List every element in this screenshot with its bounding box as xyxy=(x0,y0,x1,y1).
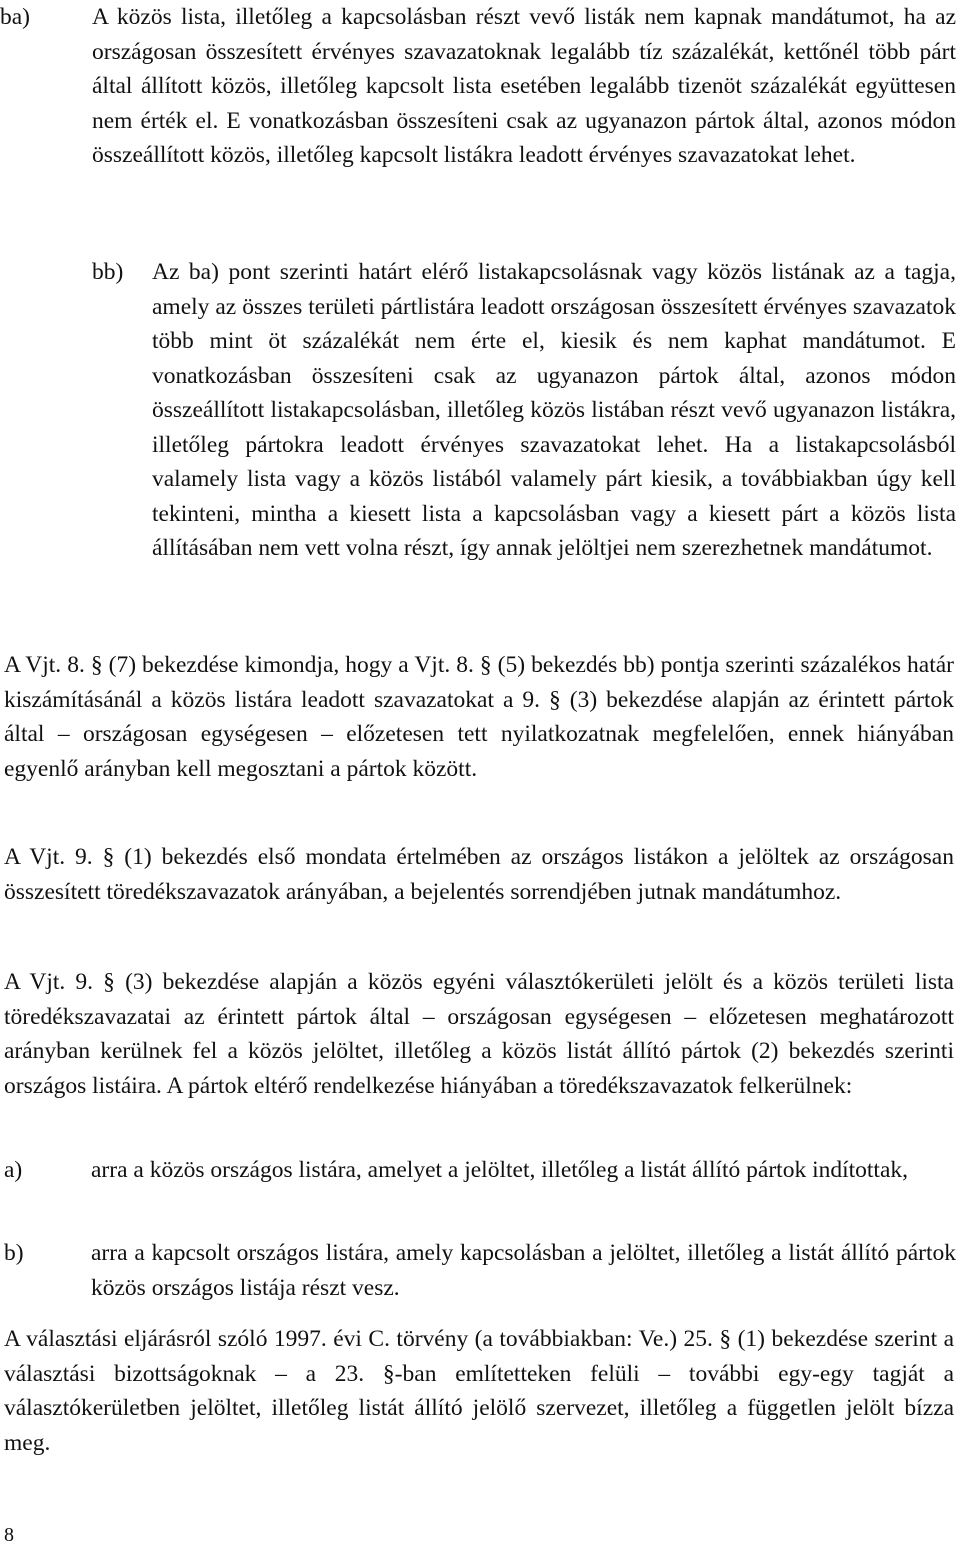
list-item-ba xyxy=(0,0,956,173)
list-item-text: arra a kapcsolt országos listára, amely kapcsolásban a jelöltet, illetőleg a listát állító pártok közös országos listája részt vesz. xyxy=(91,1240,956,1301)
list-item-text: Az ba) pont szerinti határt elérő listakapcsolásnak vagy közös listának az a tagja, amely az összes területi pártlistára leadott országosan összesített érvényes szavazatok több mint öt százalékát nem érte el, kiesik és nem kaphat mandátumot. E vonatkozásban összesíteni csak az ugyanazon pártok által, azonos módon összeállított listakapcsolásban, illetőleg közös listában részt vevő ugyanazon listákra, illetőleg pártokra leadott érvényes szavazatokat lehet. Ha a listakapcsolásból valamely lista vagy a közös listából valamely párt kiesik, a továbbiakban úgy kell tekinteni, mintha a kiesett lista a kapcsolásban vagy a kiesett párt a közös lista állításában nem vett volna részt, így annak jelöltjei nem szerezhetnek mandátumot. xyxy=(152,259,956,561)
list-item-label: ba) xyxy=(0,4,31,30)
paragraph-vjt-8-7: A Vjt. 8. § (7) bekezdése kimondja, hogy a Vjt. 8. § (5) bekezdés bb) pontja szerinti százalékos határ kiszámításánál a közös listára leadott szavazatokat a 9. § (3) bekezdése alapján az érintett pártok által – országosan egységesen – előzetesen tett nyilatkozatnak megfelelően, ennek hiányában egyenlő arányban kell megosztani a pártok között. xyxy=(4,652,954,782)
list-item-b xyxy=(4,1236,956,1305)
paragraph-ve-25-1: A választási eljárásról szóló 1997. évi C. törvény (a továbbiakban: Ve.) 25. § (1) bekezdése szerint a választási bizottságoknak – a 23. §-ban említetteken felüli – további egy-egy tagját a választókerületben jelöltet, illetőleg listát állító jelölő szervezet, illetőleg a független jelölt bízza meg. xyxy=(4,1326,954,1456)
list-item-text: arra a közös országos listára, amelyet a jelöltet, illetőleg a listát állító pártok indítottak, xyxy=(91,1157,909,1183)
list-item-label: a) xyxy=(4,1157,23,1183)
page-number: 8 xyxy=(4,1524,14,1546)
list-item-a xyxy=(4,1153,956,1188)
list-item-label: b) xyxy=(4,1240,24,1266)
paragraph-vjt-9-3: A Vjt. 9. § (3) bekezdése alapján a közös egyéni választókerületi jelölt és a közös területi lista töredékszavazatai az érintett pártok által – országosan egységesen – előzetesen meghatározott arányban kerülnek fel a közös jelöltet, illetőleg a közös listát állító pártok (2) bekezdés szerinti országos listáira. A pártok eltérő rendelkezése hiányában a töredékszavazatok felkerülnek: xyxy=(4,969,954,1099)
list-item-text: A közös lista, illetőleg a kapcsolásban részt vevő listák nem kapnak mandátumot, ha az országosan összesített érvényes szavazatoknak legalább tíz százalékát, kettőnél több párt által állított közös, illetőleg kapcsolt lista esetében legalább tizenöt százalékát együttesen nem érték el. E vonatkozásban összesíteni csak az ugyanazon pártok által, azonos módon összeállított közös, illetőleg kapcsolt listákra leadott érvényes szavazatokat lehet. xyxy=(92,4,956,168)
list-item-label: bb) xyxy=(92,259,124,285)
list-item-bb xyxy=(92,255,956,566)
paragraph-vjt-9-1: A Vjt. 9. § (1) bekezdés első mondata értelmében az országos listákon a jelöltek az országosan összesített töredékszavazatok arányában, a bejelentés sorrendjében jutnak mandátumhoz. xyxy=(4,844,954,905)
